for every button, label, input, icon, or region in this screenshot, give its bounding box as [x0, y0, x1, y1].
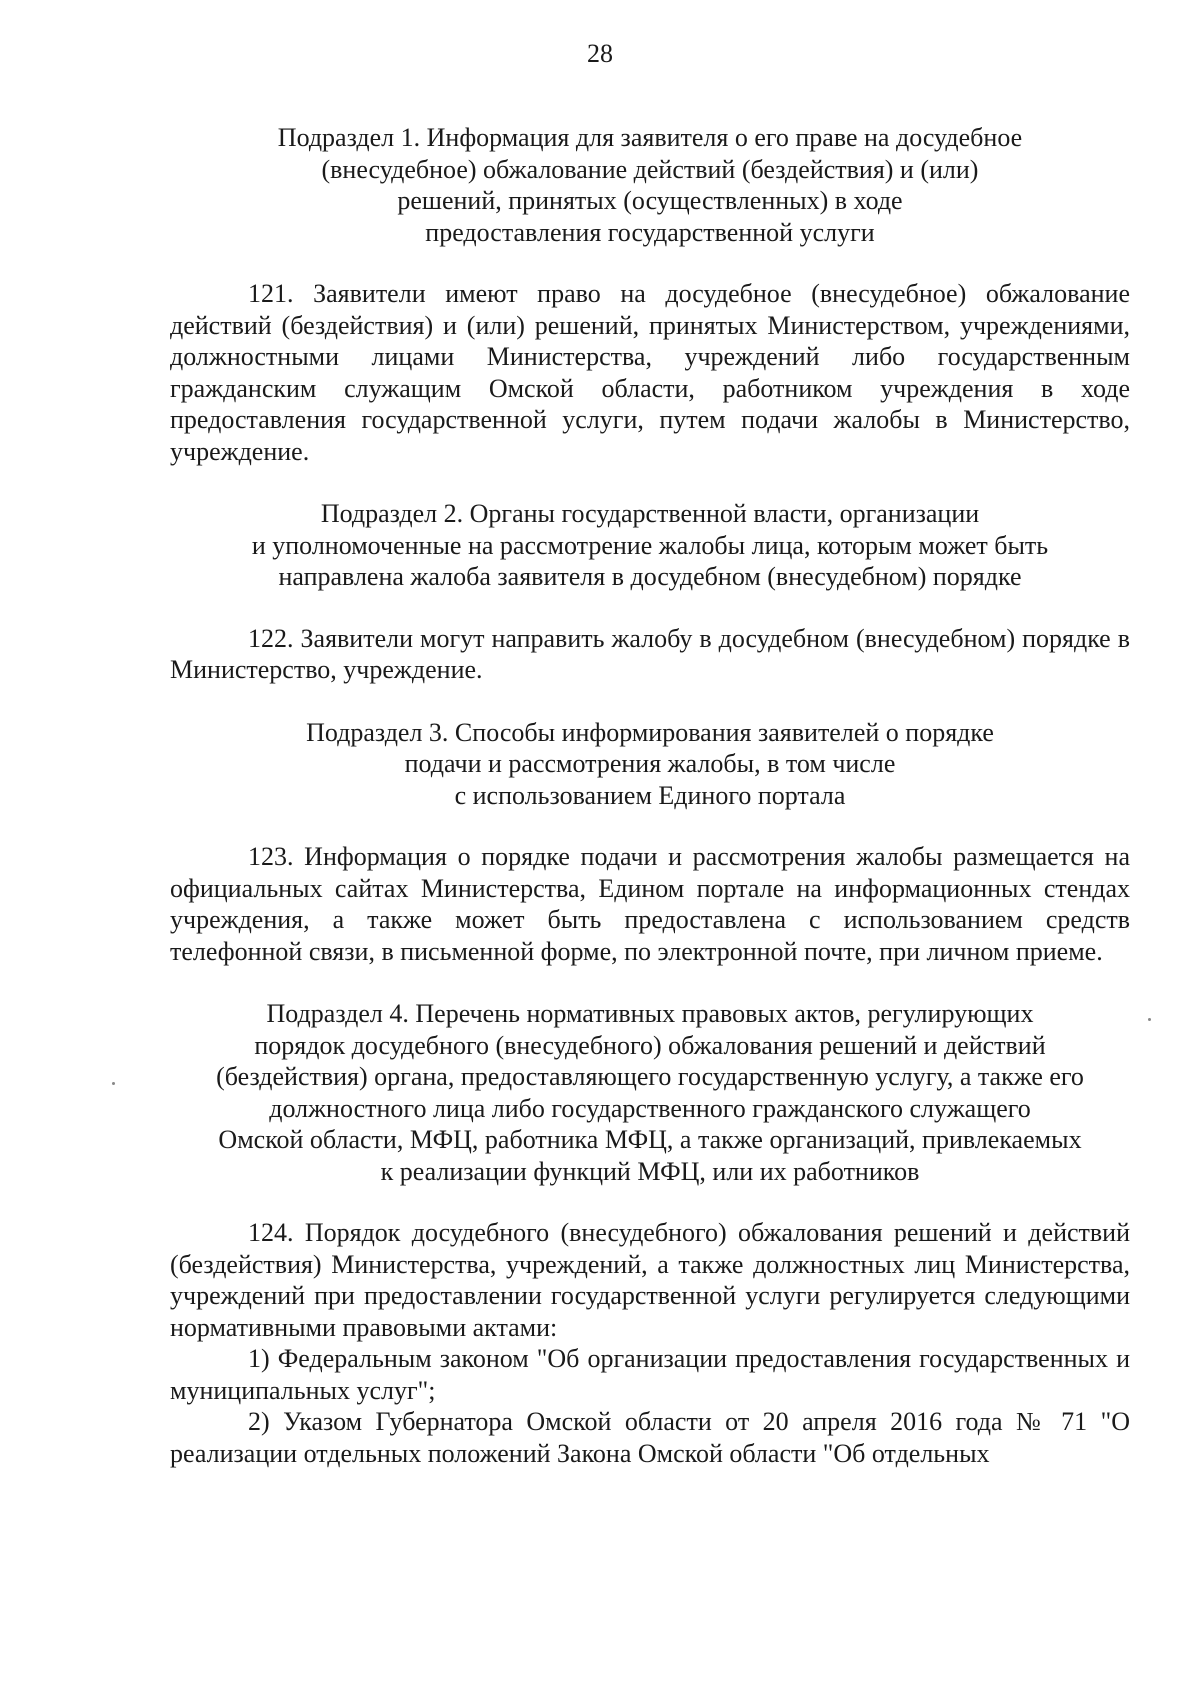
section-heading-3 [170, 717, 1130, 812]
section-heading-1 [170, 122, 1130, 248]
list-item-1: 1) Федеральным законом "Об организации предоставления государственных и муниципальных услуг"; [170, 1344, 1130, 1405]
heading-line: (внесудебное) обжалование действий (бездействия) и (или) [321, 154, 979, 184]
heading-line: Подраздел 1. Информация для заявителя о его праве на досудебное [277, 123, 1023, 152]
heading-line: порядок досудебного (внесудебного) обжалования решений и действий [254, 1030, 1046, 1060]
spacer [170, 967, 1130, 998]
paragraph-124: 124. Порядок досудебного (внесудебного) обжалования решений и действий (бездействия) Министерства, учреждений, а также должностных лиц Министерства, учреждений при предоставлении государственной услуги регулируется следующими нормативными правовыми актами: [170, 1218, 1130, 1342]
spacer [170, 686, 1130, 717]
heading-line: Подраздел 3. Способы информирования заявителей о порядке [306, 717, 994, 747]
heading-line: к реализации функций МФЦ, или их работников [380, 1156, 920, 1186]
heading-line: Подраздел 4. Перечень нормативных правовых актов, регулирующих [266, 999, 1034, 1028]
page-number: 28 [587, 39, 613, 68]
heading-line: направлена жалоба заявителя в досудебном (внесудебном) порядке [278, 562, 1022, 591]
spacer [170, 593, 1130, 623]
paragraph-122: 122. Заявители могут направить жалобу в досудебном (внесудебном) порядке в Министерство, учреждение. [170, 623, 1130, 684]
heading-line: подачи и рассмотрения жалобы, в том числе [404, 749, 896, 778]
list-item-2: 2) Указом Губернатора Омской области от 20 апреля 2016 года № 71 "О реализации отдельных положений Закона Омской области "Об отдельных [170, 1407, 1130, 1468]
heading-line: должностного лица либо государственного гражданского служащего [269, 1093, 1031, 1123]
spacer [170, 1187, 1130, 1217]
spacer [170, 467, 1130, 498]
scan-speck [1148, 1018, 1151, 1021]
heading-line: решений, принятых (осуществленных) в ходе [397, 186, 903, 215]
heading-line: Подраздел 2. Органы государственной власти, организации [320, 499, 980, 528]
scan-speck [112, 1082, 115, 1085]
paragraph-121: 121. Заявители имеют право на досудебное (внесудебное) обжалование действий (бездействия) и (или) решений, принятых Министерством, учреждениями, должностными лицами Министерства, учреждений либо государственным гражданским служащим Омской области, работником учреждения в ходе предоставления государственной услуги, путем подачи жалобы в Министерство, учреждение. [170, 279, 1130, 466]
paragraph-123: 123. Информация о порядке подачи и рассмотрения жалобы размещается на официальных сайтах Министерства, Едином портале на информационных стендах учреждения, а также может быть предоставлена с использованием средств телефонной связи, в письменной форме, по электронной почте, при личном приеме. [170, 842, 1130, 966]
heading-line: и уполномоченные на рассмотрение жалобы лица, которым может быть [251, 530, 1049, 560]
spacer [170, 248, 1130, 278]
spacer [170, 811, 1130, 841]
heading-line: предоставления государственной услуги [425, 217, 875, 247]
section-heading-4 [170, 998, 1130, 1187]
heading-line: с использованием Единого портала [454, 780, 846, 810]
heading-line: (бездействия) органа, предоставляющего государственную услугу, а также его [216, 1062, 1084, 1091]
document-body [170, 122, 1130, 1469]
section-heading-2 [170, 498, 1130, 593]
heading-line: Омской области, МФЦ, работника МФЦ, а также организаций, привлекаемых [218, 1125, 1082, 1154]
